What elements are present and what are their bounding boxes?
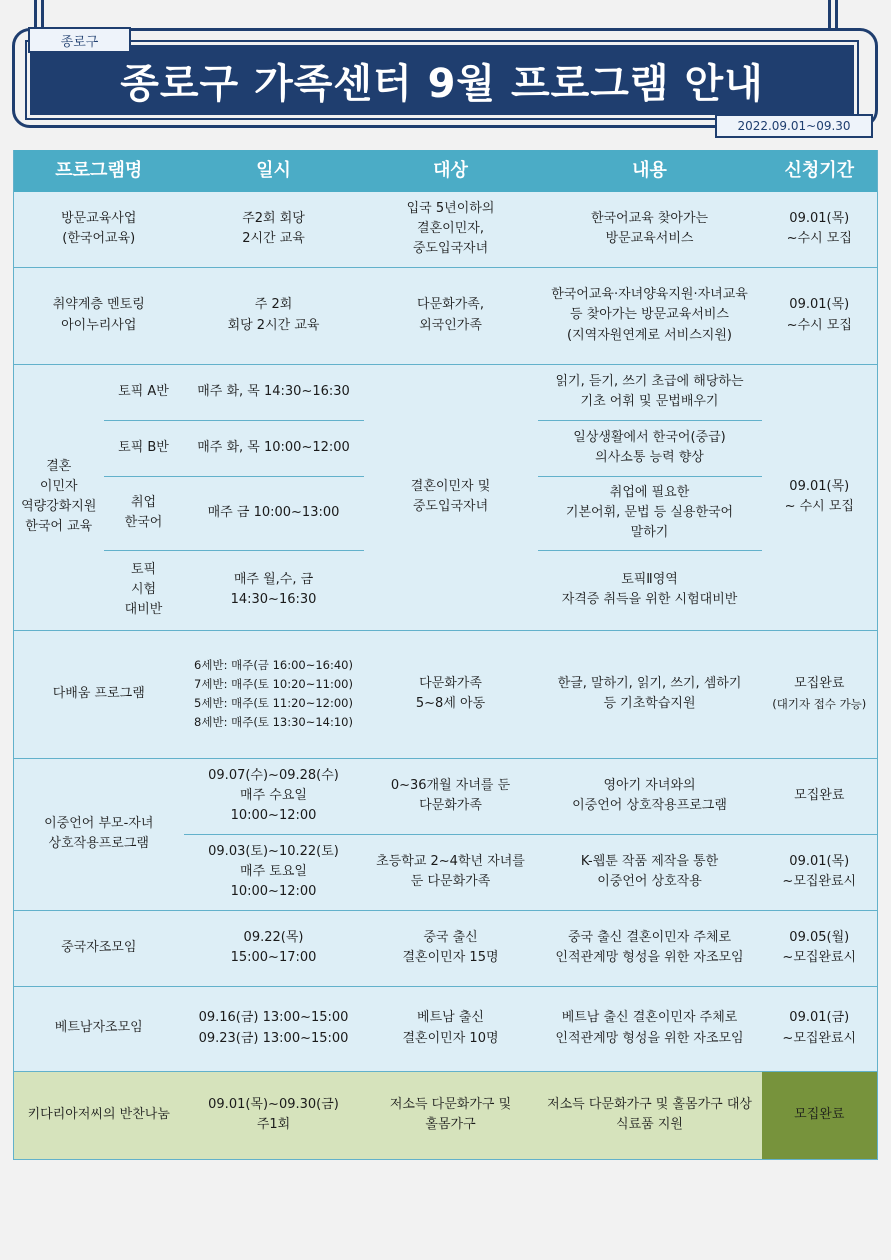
- program-name: 취약계층 멘토링 아이누리사업: [14, 267, 184, 364]
- program-target: 입국 5년이하의 결혼이민자, 중도입국자녀: [364, 192, 538, 267]
- program-when: 09.16(금) 13:00~15:00 09.23(금) 13:00~15:00: [184, 986, 364, 1071]
- program-when: 매주 월,수, 금 14:30~16:30: [184, 550, 364, 630]
- col-header-name: 프로그램명: [14, 150, 184, 192]
- program-content: 취업에 필요한 기본어휘, 문법 등 실용한국어 말하기: [538, 476, 762, 550]
- program-name: 키다리아저씨의 반찬나눔: [14, 1071, 184, 1159]
- hanger-right: [828, 0, 838, 30]
- program-name: 이중언어 부모-자녀 상호작용프로그램: [14, 758, 184, 910]
- page-title: 종로구 가족센터 9월 프로그램 안내: [120, 60, 764, 107]
- program-apply: 모집완료 (대기자 접수 가능): [762, 630, 878, 758]
- table-row: [14, 986, 878, 1071]
- period-tag: 2022.09.01~09.30: [715, 114, 873, 138]
- program-content: 토픽Ⅱ영역 자격증 취득을 위한 시험대비반: [538, 550, 762, 630]
- sub-class-label: 토픽 B반: [104, 420, 184, 476]
- col-header-target: 대상: [364, 150, 538, 192]
- col-header-when: 일시: [184, 150, 364, 192]
- program-table: [13, 150, 878, 1160]
- sub-class-label: 토픽 A반: [104, 364, 184, 420]
- program-name: 중국자조모임: [14, 910, 184, 986]
- program-target: 저소득 다문화가구 및 홀몸가구: [364, 1071, 538, 1159]
- table-row: [14, 758, 878, 834]
- program-content: 한국어교육 찾아가는 방문교육서비스: [538, 192, 762, 267]
- program-apply: 09.05(월) ~모집완료시: [762, 910, 878, 986]
- program-when: 09.01(목)~09.30(금) 주1회: [184, 1071, 364, 1159]
- hanger-left: [34, 0, 44, 30]
- program-name: 다배움 프로그램: [14, 630, 184, 758]
- program-target: 다문화가족 5~8세 아동: [364, 630, 538, 758]
- program-apply: 모집완료: [762, 758, 878, 834]
- program-when: 매주 금 10:00~13:00: [184, 476, 364, 550]
- program-apply: 09.01(목) ~수시 모집: [762, 192, 878, 267]
- program-content: 베트남 출신 결혼이민자 주체로 인적관계망 형성을 위한 자조모임: [538, 986, 762, 1071]
- table-row: [14, 910, 878, 986]
- program-apply: 09.01(목) ~모집완료시: [762, 834, 878, 910]
- program-when: 09.03(토)~10.22(토) 매주 토요일 10:00~12:00: [184, 834, 364, 910]
- program-apply: 모집완료: [762, 1071, 878, 1159]
- program-content: 한글, 말하기, 읽기, 쓰기, 셈하기 등 기초학습지원: [538, 630, 762, 758]
- col-header-apply: 신청기간: [762, 150, 878, 192]
- table-row: [14, 630, 878, 758]
- program-when: 09.22(목) 15:00~17:00: [184, 910, 364, 986]
- program-target: 초등학교 2~4학년 자녀를 둔 다문화가족: [364, 834, 538, 910]
- program-content: 중국 출신 결혼이민자 주체로 인적관계망 형성을 위한 자조모임: [538, 910, 762, 986]
- program-apply: 09.01(금) ~모집완료시: [762, 986, 878, 1071]
- table-header-row: [14, 150, 878, 192]
- program-target: 0~36개월 자녀를 둔 다문화가족: [364, 758, 538, 834]
- program-when: 매주 화, 목 14:30~16:30: [184, 364, 364, 420]
- program-when: 주 2회 회당 2시간 교육: [184, 267, 364, 364]
- sub-class-label: 토픽 시험 대비반: [104, 550, 184, 630]
- district-tag: 종로구: [28, 27, 131, 53]
- program-content: 읽기, 듣기, 쓰기 초급에 해당하는 기초 어휘 및 문법배우기: [538, 364, 762, 420]
- program-when: 09.07(수)~09.28(수) 매주 수요일 10:00~12:00: [184, 758, 364, 834]
- program-apply: 09.01(목) ~수시 모집: [762, 267, 878, 364]
- program-content: 한국어교육·자녀양육지원·자녀교육 등 찾아가는 방문교육서비스 (지역자원연계로 서비스지원): [538, 267, 762, 364]
- program-name: 베트남자조모임: [14, 986, 184, 1071]
- program-content: 영아기 자녀와의 이중언어 상호작용프로그램: [538, 758, 762, 834]
- program-when: 주2회 회당 2시간 교육: [184, 192, 364, 267]
- program-when: 매주 화, 목 10:00~12:00: [184, 420, 364, 476]
- sub-class-label: 취업 한국어: [104, 476, 184, 550]
- program-content: 저소득 다문화가구 및 홀몸가구 대상 식료품 지원: [538, 1071, 762, 1159]
- col-header-content: 내용: [538, 150, 762, 192]
- program-content: 일상생활에서 한국어(중급) 의사소통 능력 향상: [538, 420, 762, 476]
- program-target: 베트남 출신 결혼이민자 10명: [364, 986, 538, 1071]
- table-row: [14, 1071, 878, 1159]
- program-target: 결혼이민자 및 중도입국자녀: [364, 364, 538, 630]
- program-name: 방문교육사업 (한국어교육): [14, 192, 184, 267]
- program-target: 중국 출신 결혼이민자 15명: [364, 910, 538, 986]
- program-name: 결혼 이민자 역량강화지원 한국어 교육: [14, 364, 104, 630]
- table-row: [14, 364, 878, 420]
- program-when: 6세반: 매주(금 16:00~16:40) 7세반: 매주(토 10:20~11:00) 5세반: 매주(토 11:20~12:00) 8세반: 매주(토 13:30~14:10): [184, 630, 364, 758]
- title-banner: [27, 42, 857, 118]
- table-row: [14, 267, 878, 364]
- program-target: 다문화가족, 외국인가족: [364, 267, 538, 364]
- program-apply: 09.01(목) ~ 수시 모집: [762, 364, 878, 630]
- table-row: [14, 192, 878, 267]
- program-content: K-웹툰 작품 제작을 통한 이중언어 상호작용: [538, 834, 762, 910]
